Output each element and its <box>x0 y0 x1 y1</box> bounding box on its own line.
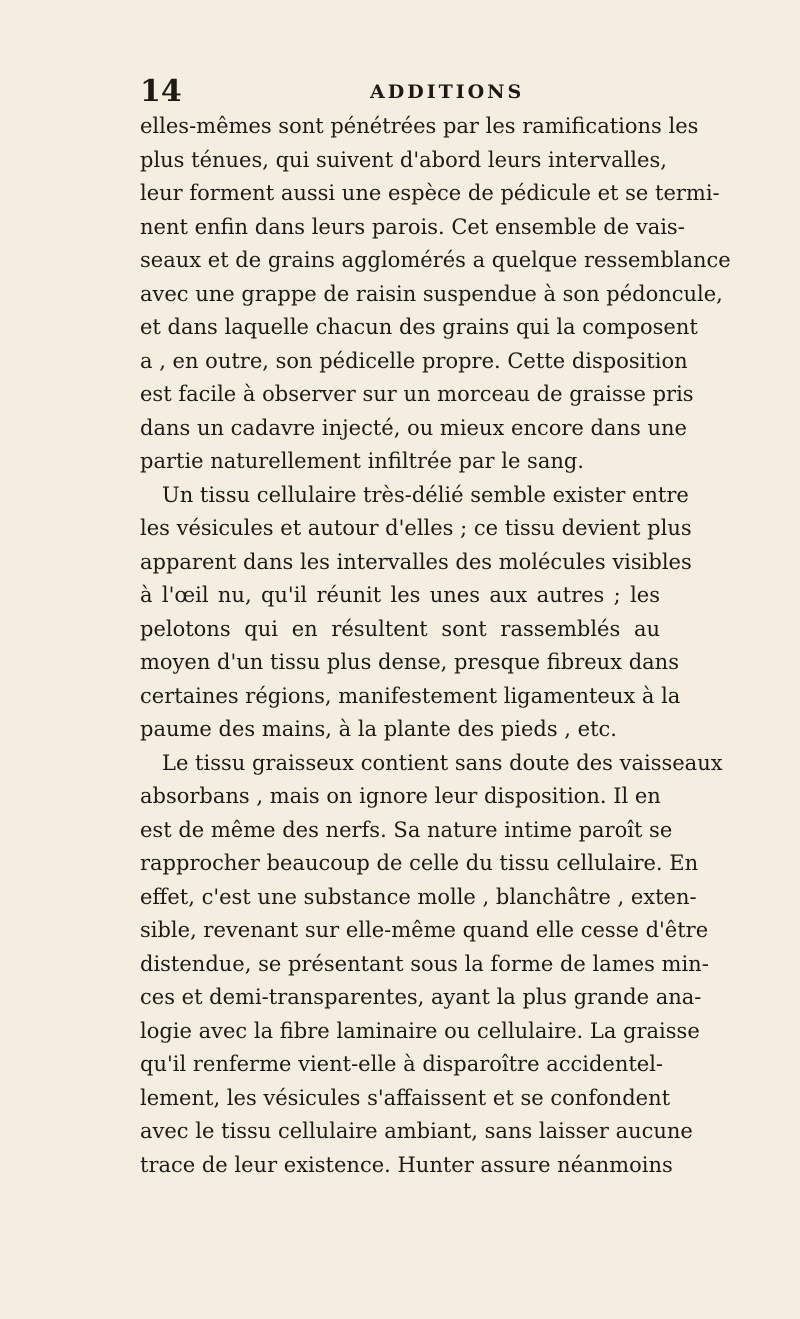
text-line: Le tissu graisseux contient sans doute des vaisseaux <box>162 750 723 775</box>
text-line: ces et demi-transparentes, ayant la plus grande ana- <box>140 985 702 1009</box>
text-line: trace de leur existence. Hunter assure néanmoins <box>140 1152 673 1177</box>
text-line: paume des mains, à la plante des pieds , etc. <box>140 717 617 741</box>
text-line: sible, revenant sur elle-même quand elle cesse d'être <box>140 918 709 942</box>
running-head <box>140 72 600 112</box>
text-line: est facile à observer sur un morceau de graisse pris <box>140 382 694 406</box>
text-line: certaines régions, manifestement ligamenteux à la <box>140 683 681 708</box>
page-number: 14 <box>140 74 182 109</box>
text-line: seaux et de grains agglomérés a quelque ressemblance <box>140 248 731 272</box>
text-line: elles-mêmes sont pénétrées par les ramifications les <box>140 114 699 138</box>
text-line: et dans laquelle chacun des grains qui la composent <box>140 315 698 339</box>
text-line: moyen d'un tissu plus dense, presque fibreux dans <box>140 650 679 674</box>
text-line: a , en outre, son pédicelle propre. Cette disposition <box>140 348 688 373</box>
text-line: dans un cadavre injecté, ou mieux encore dans une <box>140 415 687 440</box>
text-line: est de même des nerfs. Sa nature intime paroît se <box>140 817 673 842</box>
text-line: plus ténues, qui suivent d'abord leurs intervalles, <box>140 147 667 172</box>
text-line: qu'il renferme vient-elle à disparoître accidentel- <box>140 1052 664 1076</box>
text-line: nent enfin dans leurs parois. Cet ensemble de vais- <box>140 214 685 239</box>
text-line: effet, c'est une substance molle , blanchâtre , exten- <box>140 884 697 909</box>
text-line: distendue, se présentant sous la forme de lames min- <box>140 951 709 976</box>
text-line: partie naturellement infiltrée par le sang. <box>140 449 584 473</box>
text-line: avec une grappe de raisin suspendue à son pédoncule, <box>140 281 723 306</box>
text-line: pelotons qui en résultent sont rassemblés au <box>140 616 660 641</box>
text-line: leur forment aussi une espèce de pédicule et se termi- <box>140 181 720 205</box>
text-line: lement, les vésicules s'affaissent et se confondent <box>140 1085 671 1110</box>
text-line: logie avec la fibre laminaire ou cellulaire. La graisse <box>140 1018 700 1043</box>
text-line: rapprocher beaucoup de celle du tissu cellulaire. En <box>140 851 699 875</box>
running-title: ADDITIONS <box>370 81 525 103</box>
body-text <box>140 110 731 1182</box>
text-line: les vésicules et autour d'elles ; ce tissu devient plus <box>140 516 692 540</box>
text-line: apparent dans les intervalles des molécules visibles <box>140 549 692 574</box>
text-line: avec le tissu cellulaire ambiant, sans laisser aucune <box>140 1119 693 1143</box>
text-line: Un tissu cellulaire très-délié semble exister entre <box>162 482 689 507</box>
text-line: à l'œil nu, qu'il réunit les unes aux autres ; les <box>140 583 660 607</box>
text-line: absorbans , mais on ignore leur disposition. Il en <box>140 784 661 808</box>
